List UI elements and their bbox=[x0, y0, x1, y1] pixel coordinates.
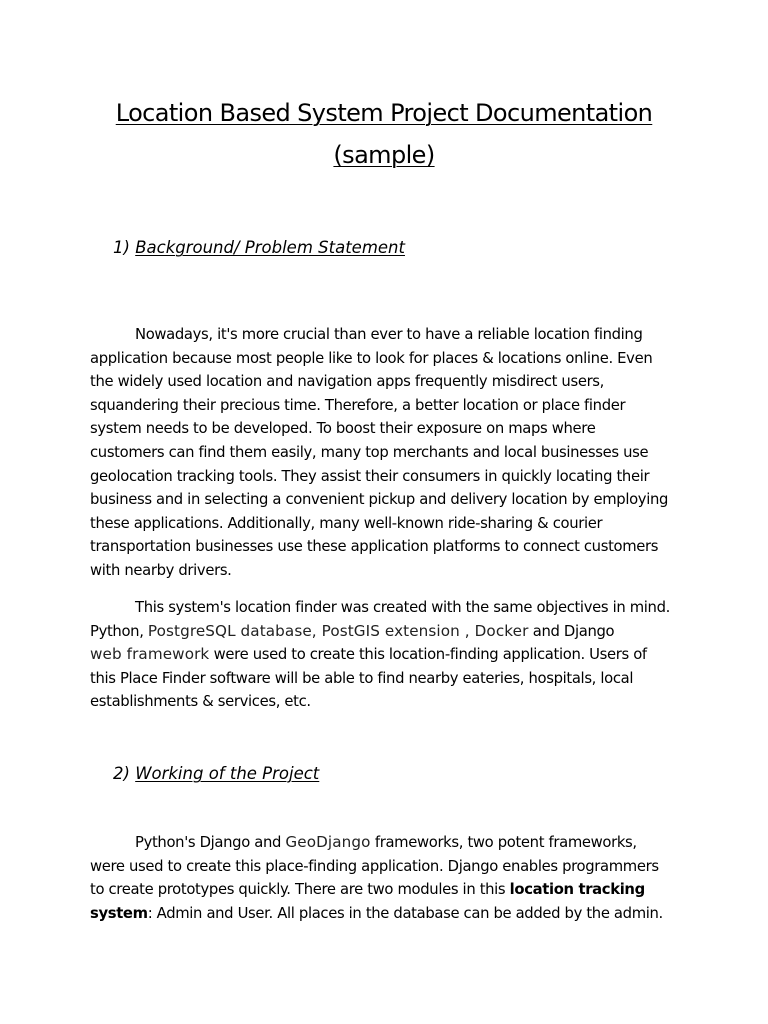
document-title-line-2: (sample) bbox=[333, 141, 435, 169]
paragraph-line: these applications. Additionally, many well-known ride-sharing & courier bbox=[90, 514, 603, 532]
paragraph-line: this Place Finder software will be able to find nearby eateries, hospitals, local bbox=[90, 669, 634, 687]
paragraph-line bbox=[90, 643, 682, 667]
paragraph-line: Nowadays, it's more crucial than ever to have a reliable location finding bbox=[135, 326, 643, 343]
document-title-line-1: Location Based System Project Documentation bbox=[115, 99, 653, 127]
paragraph-line: transportation businesses use these application platforms to connect customers bbox=[90, 538, 659, 556]
tech-stack-text: web framework bbox=[90, 645, 210, 664]
paragraph-line: the widely used location and navigation apps frequently misdirect users, bbox=[90, 373, 605, 391]
tech-stack-text: PostgreSQL database, PostGIS extension , Docker bbox=[147, 621, 529, 640]
paragraph-line bbox=[90, 878, 682, 902]
section-heading-text: Working of the Project bbox=[135, 764, 320, 783]
bold-text: location tracking bbox=[509, 881, 645, 899]
paragraph-line: squandering their precious time. Therefore, a better location or place finder bbox=[90, 396, 626, 414]
paragraph-line bbox=[90, 620, 682, 644]
paragraph-line bbox=[90, 831, 682, 855]
text-run: frameworks, two potent frameworks, bbox=[370, 834, 637, 851]
paragraph-line: establishments & services, etc. bbox=[90, 693, 311, 711]
paragraph-line: geolocation tracking tools. They assist their consumers in quickly locating their bbox=[90, 467, 650, 485]
text-run: Python's Django and bbox=[135, 834, 286, 851]
paragraph-line: application because most people like to look for places & locations online. Even bbox=[90, 349, 653, 367]
paragraph-line: business and in selecting a convenient pickup and delivery location by employing bbox=[90, 491, 669, 509]
bold-text: system bbox=[90, 904, 148, 922]
paragraph-line: customers can find them easily, many top merchants and local businesses use bbox=[90, 443, 649, 461]
text-run: Python, bbox=[90, 622, 148, 640]
paragraph-line: with nearby drivers. bbox=[90, 561, 232, 579]
paragraph-system-objectives bbox=[90, 596, 682, 714]
text-run: : Admin and User. All places in the database can be added by the admin. bbox=[147, 904, 663, 922]
section-number: 1) bbox=[113, 238, 130, 257]
tech-stack-text: GeoDjango bbox=[285, 833, 371, 851]
paragraph-working bbox=[90, 831, 682, 925]
section-heading-working bbox=[113, 763, 319, 785]
paragraph-line: were used to create this place-finding application. Django enables programmers bbox=[90, 857, 659, 875]
section-heading-background bbox=[113, 237, 405, 259]
text-run: to create prototypes quickly. There are two modules in this bbox=[90, 881, 510, 899]
section-heading-text: Background/ Problem Statement bbox=[135, 238, 405, 257]
text-run: and Django bbox=[528, 622, 615, 640]
section-number: 2) bbox=[113, 764, 130, 783]
text-run: were used to create this location-finding application. Users of bbox=[209, 646, 647, 664]
paragraph-line: This system's location finder was created with the same objectives in mind. bbox=[135, 599, 670, 616]
paragraph-background bbox=[90, 323, 682, 583]
paragraph-line: system needs to be developed. To boost their exposure on maps where bbox=[90, 420, 596, 438]
paragraph-line bbox=[90, 902, 682, 926]
